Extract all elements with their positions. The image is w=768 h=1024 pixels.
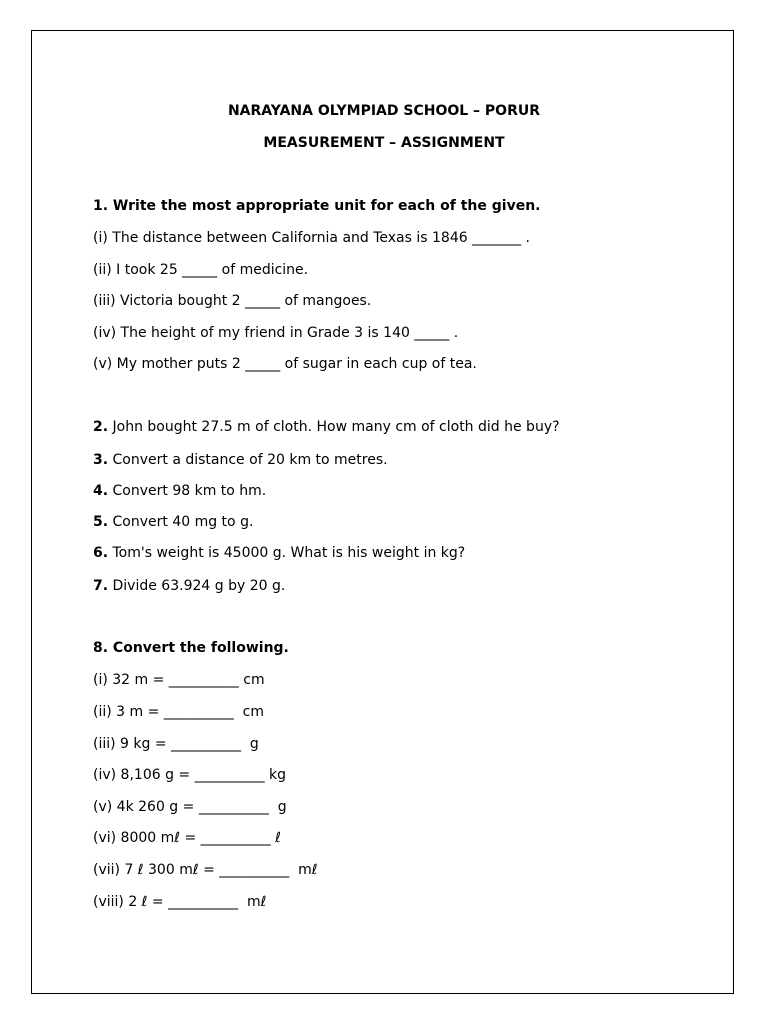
q8-item: (vii) 7 ℓ 300 mℓ = __________ mℓ <box>93 862 318 878</box>
school-name: NARAYANA OLYMPIAD SCHOOL – PORUR <box>227 103 541 119</box>
page-border <box>31 30 734 994</box>
question-number: 4. <box>93 483 109 499</box>
q1-heading: 1. Write the most appropriate unit for each of the given. <box>93 198 541 214</box>
question-text: Convert a distance of 20 km to metres. <box>108 452 388 468</box>
question-text: Convert 40 mg to g. <box>108 514 254 530</box>
question-number: 7. <box>93 578 109 594</box>
q8-item: (i) 32 m = __________ cm <box>93 672 265 688</box>
question-number: 2. <box>93 419 109 435</box>
q1-item: (i) The distance between California and Texas is 1846 _______ . <box>93 230 530 246</box>
q8-heading: 8. Convert the following. <box>93 640 289 656</box>
q1-item: (iii) Victoria bought 2 _____ of mangoes. <box>93 293 372 309</box>
q8-item: (iv) 8,106 g = __________ kg <box>93 767 287 783</box>
q8-item: (ii) 3 m = __________ cm <box>93 704 265 720</box>
question-text: Convert 98 km to hm. <box>108 483 267 499</box>
question-number: 6. <box>93 545 109 561</box>
q1-item: (iv) The height of my friend in Grade 3 is 140 _____ . <box>93 325 459 341</box>
question-3 <box>93 451 388 469</box>
question-text: Tom's weight is 45000 g. What is his weight in kg? <box>108 545 466 561</box>
assignment-title: MEASUREMENT – ASSIGNMENT <box>263 135 505 151</box>
question-5 <box>93 513 253 531</box>
q8-item: (vi) 8000 mℓ = __________ ℓ <box>93 830 281 846</box>
question-6 <box>93 544 465 562</box>
question-7 <box>93 577 285 595</box>
question-text: Divide 63.924 g by 20 g. <box>108 578 286 594</box>
question-number: 5. <box>93 514 109 530</box>
q1-item: (v) My mother puts 2 _____ of sugar in each cup of tea. <box>93 356 477 372</box>
question-text: John bought 27.5 m of cloth. How many cm of cloth did he buy? <box>108 419 560 435</box>
question-4 <box>93 482 266 500</box>
q8-item: (v) 4k 260 g = __________ g <box>93 799 287 815</box>
question-number: 3. <box>93 452 109 468</box>
question-2 <box>93 418 560 436</box>
q8-item: (iii) 9 kg = __________ g <box>93 736 259 752</box>
q1-item: (ii) I took 25 _____ of medicine. <box>93 262 309 278</box>
q8-item: (viii) 2 ℓ = __________ mℓ <box>93 894 267 910</box>
